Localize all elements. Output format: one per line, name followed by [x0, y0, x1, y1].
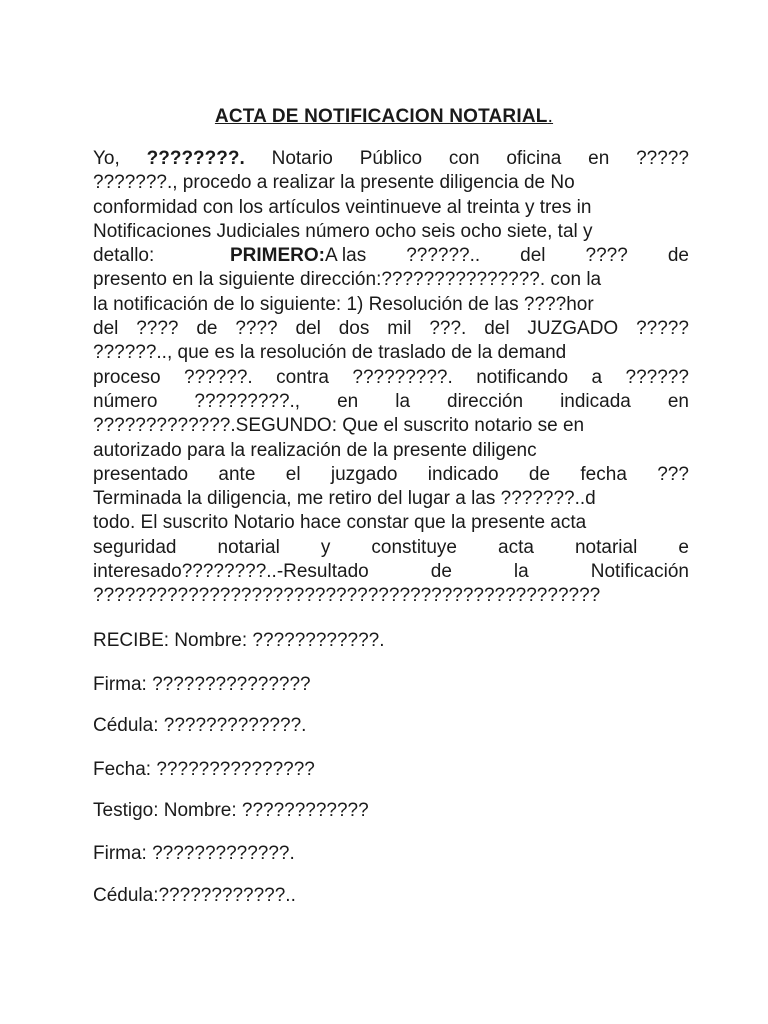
- body-line: [93, 366, 689, 390]
- recibe-firma-field: Firma: ???????????????: [93, 674, 311, 695]
- word: contra: [276, 366, 329, 388]
- word: notarial: [217, 536, 280, 558]
- word: ??????.: [184, 366, 253, 388]
- word: con: [448, 148, 480, 169]
- word: oficina: [506, 148, 562, 169]
- word: ??????..: [406, 245, 481, 267]
- word: mil: [387, 318, 412, 340]
- body-line: ????????????????????????????????????????????????: [93, 585, 601, 607]
- word: Público: [359, 148, 423, 169]
- body-line: [93, 244, 689, 268]
- word: y: [320, 536, 331, 558]
- word: de: [667, 245, 689, 267]
- word: la: [395, 390, 411, 412]
- word: acta: [498, 536, 534, 558]
- body-line: [93, 147, 689, 171]
- word: de: [528, 463, 551, 485]
- body-line: [93, 463, 689, 487]
- word: Notario: [271, 148, 333, 169]
- body-line: [93, 390, 689, 414]
- body-line: ?????????????.SEGUNDO: Que el suscrito notario se en: [93, 415, 585, 437]
- body-line: autorizado para la realización de la presente diligenc: [93, 439, 537, 461]
- testigo-nombre-field: Testigo: Nombre: ????????????: [93, 800, 369, 821]
- title-text: ACTA DE NOTIFICACION NOTARIAL: [214, 106, 548, 127]
- testigo-firma-field: Firma: ?????????????.: [93, 843, 295, 864]
- word: número: [93, 390, 158, 412]
- body-line: ???????., procedo a realizar la presente diligencia de No: [93, 172, 575, 194]
- word: presentado: [93, 463, 189, 485]
- word: Yo,: [93, 148, 120, 169]
- body-line: [93, 536, 689, 560]
- word: fecha: [580, 463, 627, 485]
- word: e: [678, 536, 689, 558]
- body-line: [93, 317, 689, 341]
- recibe-cedula-field: Cédula: ?????????????.: [93, 715, 307, 736]
- notary-name: ????????.: [146, 148, 245, 169]
- word: juzgado: [330, 463, 398, 485]
- word: ?????: [636, 148, 689, 169]
- word: notarial: [574, 536, 638, 558]
- notification-body: [93, 147, 768, 609]
- word: del: [520, 245, 546, 267]
- word: en: [588, 148, 610, 169]
- word: ????: [585, 245, 628, 267]
- word: dirección: [447, 390, 524, 412]
- body-line: presento en la siguiente dirección:???????????????. con la: [93, 269, 602, 291]
- word: dos: [338, 318, 370, 340]
- body-line-rest: [230, 244, 689, 268]
- word: ??????: [625, 366, 689, 388]
- word: constituye: [371, 536, 457, 558]
- body-line: la notificación de lo siguiente: 1) Resolución de las ????hor: [93, 293, 594, 315]
- word: el: [285, 463, 301, 485]
- word: de: [430, 561, 452, 583]
- word: notificando: [476, 366, 569, 388]
- body-line: [93, 560, 689, 584]
- word: proceso: [93, 366, 161, 388]
- word: A las: [325, 245, 367, 267]
- word: seguridad: [93, 536, 177, 558]
- word: ????: [235, 318, 278, 340]
- word: del: [295, 318, 321, 340]
- word: ?????????.,: [194, 390, 301, 412]
- word: ???: [657, 463, 689, 485]
- title-trailing: .: [547, 106, 554, 127]
- word: indicado: [427, 463, 499, 485]
- word: a: [591, 366, 603, 388]
- word: interesado????????..-Resultado: [93, 561, 369, 583]
- word: ?????????.: [352, 366, 453, 388]
- section-primero: PRIMERO:: [230, 245, 325, 267]
- testigo-cedula-field: Cédula:????????????..: [93, 885, 296, 906]
- document-title: [0, 106, 768, 128]
- word: ?????: [636, 318, 689, 340]
- word: en: [337, 390, 359, 412]
- word: de: [196, 318, 218, 340]
- body-line: ??????.., que es la resolución de traslado de la demand: [93, 342, 567, 364]
- word: del: [484, 318, 510, 340]
- word: ante: [218, 463, 256, 485]
- word: detallo:: [93, 245, 155, 267]
- word: ???.: [429, 318, 467, 340]
- word: indicada: [560, 390, 631, 412]
- body-line: todo. El suscrito Notario hace constar que la presente acta: [93, 512, 587, 534]
- word: JUZGADO: [527, 318, 619, 340]
- word: la: [513, 561, 529, 583]
- primero-group: [230, 244, 366, 268]
- fecha-field: Fecha: ???????????????: [93, 759, 315, 780]
- body-line: Terminada la diligencia, me retiro del lugar a las ???????..d: [93, 488, 596, 510]
- word: en: [667, 390, 689, 412]
- word: del: [93, 318, 119, 340]
- word: ????: [136, 318, 179, 340]
- body-line: Notificaciones Judiciales número ocho seis ocho siete, tal y: [93, 220, 593, 242]
- body-line: conformidad con los artículos veintinueve al treinta y tres in: [93, 196, 592, 218]
- word: Notificación: [590, 561, 689, 583]
- recibe-nombre-field: RECIBE: Nombre: ????????????.: [93, 630, 385, 651]
